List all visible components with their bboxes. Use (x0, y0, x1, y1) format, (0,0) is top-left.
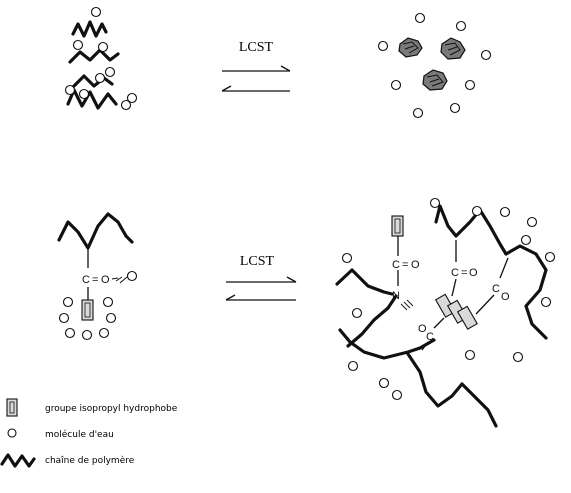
carbonyl-carbon: C (492, 283, 500, 295)
polymer-chain (436, 206, 506, 254)
water-molecule-icon (393, 391, 402, 400)
legend (2, 399, 178, 466)
top-panel-right-collapsed-globules (379, 14, 491, 118)
collapsed-globule (399, 38, 422, 57)
water-molecule-icon (106, 68, 115, 77)
amide-nitrogen: N (392, 290, 400, 302)
water-molecule-icon (451, 104, 460, 113)
carbonyl-oxygen: O (501, 291, 510, 303)
legend-item-water-molecule (8, 429, 114, 440)
water-molecule-icon (83, 331, 92, 340)
polymer-chain (348, 296, 396, 346)
water-molecule-icon (482, 51, 491, 60)
polymer-chain (506, 246, 546, 338)
carbonyl-carbon: C (392, 259, 400, 271)
water-molecule-icon (92, 8, 101, 17)
water-molecule-icon (514, 353, 523, 362)
water-molecule-icon (392, 81, 401, 90)
double-bond: = (461, 267, 468, 279)
water-molecule-icon (66, 86, 75, 95)
legend-label: molécule d'eau (45, 430, 114, 440)
water-molecule-icon (542, 298, 551, 307)
carbonyl-carbon: C (426, 331, 434, 343)
hydrophobic-aggregate (436, 294, 478, 329)
collapsed-globule (441, 38, 465, 59)
water-molecule-icon (343, 254, 352, 263)
top-panel-left-extended-chains (66, 8, 137, 110)
legend-item-hydrophobic-group (7, 399, 178, 416)
water-molecule-icon (416, 14, 425, 23)
carbonyl-oxygen: O (469, 267, 478, 279)
top-arrow-label: LCST (238, 40, 274, 55)
hydrophobic-group-icon (458, 306, 478, 329)
water-molecule-icon (546, 253, 555, 262)
water-molecule-icon (107, 314, 116, 323)
legend-label: groupe isopropyl hydrophobe (45, 404, 178, 414)
polymer-chain-icon (2, 455, 34, 466)
water-molecule-icon (100, 329, 109, 338)
water-molecule-icon (349, 362, 358, 371)
bottom-panel-right-collapsed-network (337, 199, 555, 427)
polymer-chain (68, 90, 116, 108)
water-molecule-icon (128, 272, 137, 281)
top-equilibrium-arrows (222, 66, 290, 91)
water-molecule-icon (522, 236, 531, 245)
carbonyl-carbon: C (82, 274, 90, 286)
water-molecule-icon (66, 329, 75, 338)
water-molecule-icon (379, 42, 388, 51)
polymer-chain (408, 354, 496, 426)
hydrophobic-group-icon (7, 399, 17, 416)
polymer-chain (74, 76, 112, 86)
carbonyl-carbon: C (451, 267, 459, 279)
water-molecule-icon (80, 90, 89, 99)
water-molecule-icon (466, 351, 475, 360)
double-bond: = (92, 274, 99, 286)
legend-label: chaîne de polymère (45, 456, 135, 466)
bottom-arrow-label: LCST (239, 254, 275, 269)
water-molecule-icon (501, 208, 510, 217)
water-molecule-icon (96, 74, 105, 83)
collapsed-globule (423, 70, 447, 90)
carbonyl-oxygen: O (411, 259, 420, 271)
polymer-chain (73, 22, 106, 36)
water-molecule-icon (8, 429, 16, 437)
water-molecule-icon (457, 22, 466, 31)
legend-item-polymer-chain (2, 455, 135, 466)
water-molecule-icon (64, 298, 73, 307)
water-molecule-icon (473, 207, 482, 216)
water-molecule-icon (99, 43, 108, 52)
water-molecule-icon (380, 379, 389, 388)
water-molecule-icon (528, 218, 537, 227)
water-molecule-icon (74, 41, 83, 50)
carbonyl-oxygen: O (418, 323, 427, 335)
water-molecule-icon (60, 314, 69, 323)
water-molecule-icon (104, 298, 113, 307)
water-molecule-icon (431, 199, 440, 208)
polymer-chain (337, 270, 392, 294)
carbonyl-oxygen: O (101, 274, 110, 286)
water-molecule-icon (414, 109, 423, 118)
double-bond: = (402, 259, 409, 271)
bottom-panel-left-hydrated-unit (59, 214, 137, 340)
water-molecule-icon (466, 81, 475, 90)
polymer-chain (59, 214, 132, 248)
water-molecule-icon (353, 309, 362, 318)
water-molecule-icon (128, 94, 137, 103)
bottom-equilibrium-arrows (226, 277, 296, 300)
polymer-chain (70, 50, 118, 62)
